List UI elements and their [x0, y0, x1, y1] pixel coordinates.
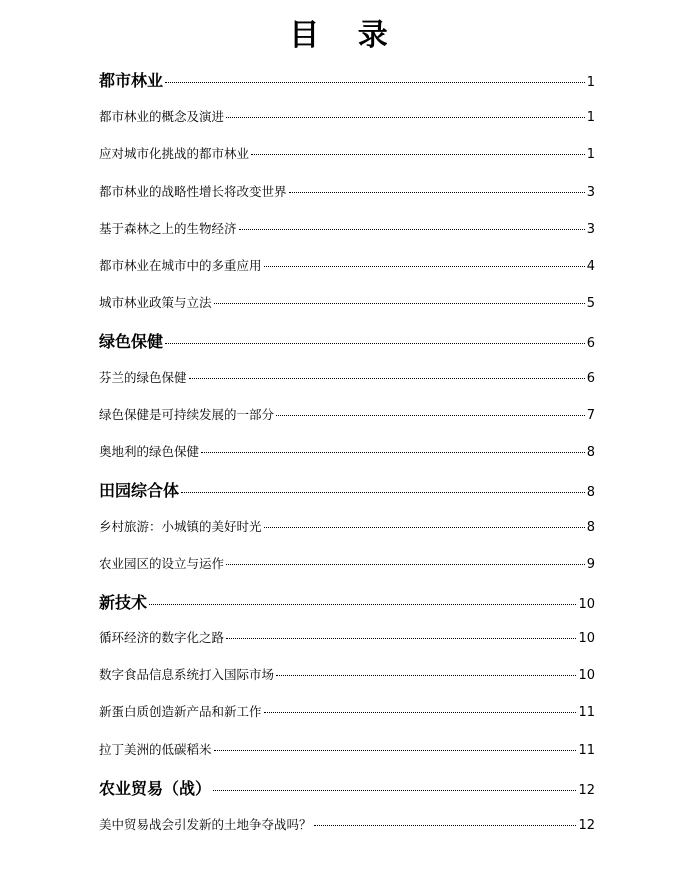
- toc-leader-dots: [213, 790, 576, 791]
- toc-page-number: 12: [578, 783, 595, 798]
- toc-page-number: 8: [586, 445, 595, 460]
- toc-page-number: 5: [586, 296, 595, 311]
- toc-leader-dots: [214, 750, 577, 751]
- toc-page-number: 4: [586, 259, 595, 274]
- toc-entry[interactable]: [99, 776, 595, 799]
- toc-entry[interactable]: [99, 478, 595, 501]
- toc-entry[interactable]: [99, 68, 595, 91]
- toc-leader-dots: [189, 378, 585, 379]
- toc-page-number: 11: [578, 705, 595, 720]
- toc-leader-dots: [165, 82, 585, 83]
- toc-page-number: 7: [586, 408, 595, 423]
- toc-leader-dots: [251, 154, 585, 155]
- toc-entry-title: 都市林业的战略性增长将改变世界: [99, 184, 287, 199]
- toc-entry-title: 美中贸易战会引发新的土地争夺战吗？: [99, 817, 312, 832]
- toc-entry-title: 田园综合体: [99, 481, 180, 500]
- toc-entry[interactable]: [99, 702, 595, 720]
- toc-entry[interactable]: [99, 815, 595, 833]
- toc-entry[interactable]: [99, 405, 595, 423]
- toc-entry[interactable]: [99, 219, 595, 237]
- toc-page-number: 10: [578, 631, 595, 646]
- toc-entry[interactable]: [99, 517, 595, 535]
- toc-leader-dots: [239, 229, 585, 230]
- toc-entry[interactable]: [99, 293, 595, 311]
- toc-leader-dots: [264, 527, 585, 528]
- toc-entry-title: 新蛋白质创造新产品和新工作: [99, 704, 262, 719]
- toc-entry[interactable]: [99, 107, 595, 125]
- toc-entry[interactable]: [99, 182, 595, 200]
- toc-page-number: 6: [586, 371, 595, 386]
- toc-entry[interactable]: [99, 144, 595, 162]
- toc-page-number: 8: [586, 520, 595, 535]
- toc-entry-title: 农业贸易（战）: [99, 779, 212, 798]
- toc-entry[interactable]: [99, 256, 595, 274]
- toc-entry-title: 绿色保健: [99, 332, 164, 351]
- toc-leader-dots: [276, 675, 576, 676]
- toc-entry-title: 都市林业的概念及演进: [99, 109, 225, 124]
- toc-page-number: 10: [578, 668, 595, 683]
- toc-entry[interactable]: [99, 554, 595, 572]
- toc-entry-title: 拉丁美洲的低碳稻米: [99, 742, 212, 757]
- toc-page-number: 3: [586, 185, 595, 200]
- toc-entry-title: 数字食品信息系统打入国际市场: [99, 667, 275, 682]
- toc-entry-title: 农业园区的设立与运作: [99, 556, 225, 571]
- toc-leader-dots: [264, 266, 585, 267]
- toc-entry-title: 绿色保健是可持续发展的一部分: [99, 407, 275, 422]
- toc-leader-dots: [276, 415, 585, 416]
- toc-entry[interactable]: [99, 442, 595, 460]
- toc-leader-dots: [214, 303, 585, 304]
- toc-page-number: 6: [586, 336, 595, 351]
- toc-leader-dots: [264, 712, 577, 713]
- toc-entry-title: 奥地利的绿色保健: [99, 444, 200, 459]
- toc-entry[interactable]: [99, 368, 595, 386]
- toc-entry-title: 乡村旅游：小城镇的美好时光: [99, 519, 262, 534]
- toc-leader-dots: [226, 117, 585, 118]
- toc-page-number: 3: [586, 222, 595, 237]
- toc-leader-dots: [226, 638, 576, 639]
- toc-entry[interactable]: [99, 665, 595, 683]
- toc-entry-title: 都市林业: [99, 71, 164, 90]
- page-title: 目 录: [289, 18, 402, 53]
- toc-entry[interactable]: [99, 628, 595, 646]
- toc-page-number: 10: [578, 597, 595, 612]
- toc-entry-title: 新技术: [99, 593, 148, 612]
- toc-entry-title: 芬兰的绿色保健: [99, 370, 187, 385]
- toc-leader-dots: [181, 492, 585, 493]
- toc-entry-title: 应对城市化挑战的都市林业: [99, 146, 250, 161]
- toc-leader-dots: [314, 825, 577, 826]
- toc-entry-title: 基于森林之上的生物经济: [99, 221, 237, 236]
- toc-leader-dots: [226, 564, 585, 565]
- toc-page-number: 1: [586, 75, 595, 90]
- toc-entry-title: 城市林业政策与立法: [99, 295, 212, 310]
- toc-entry[interactable]: [99, 590, 595, 613]
- toc-page-number: 12: [578, 818, 595, 833]
- toc-entry[interactable]: [99, 740, 595, 758]
- toc-page-number: 8: [586, 485, 595, 500]
- toc-leader-dots: [149, 604, 576, 605]
- toc-leader-dots: [165, 343, 585, 344]
- toc-page-number: 1: [586, 147, 595, 162]
- toc-leader-dots: [201, 452, 585, 453]
- toc-entry-title: 循环经济的数字化之路: [99, 630, 225, 645]
- toc-entry-title: 都市林业在城市中的多重应用: [99, 258, 262, 273]
- toc-page-number: 9: [586, 557, 595, 572]
- toc-page-number: 11: [578, 743, 595, 758]
- toc-leader-dots: [289, 192, 585, 193]
- toc-page-number: 1: [586, 110, 595, 125]
- toc-entry[interactable]: [99, 329, 595, 352]
